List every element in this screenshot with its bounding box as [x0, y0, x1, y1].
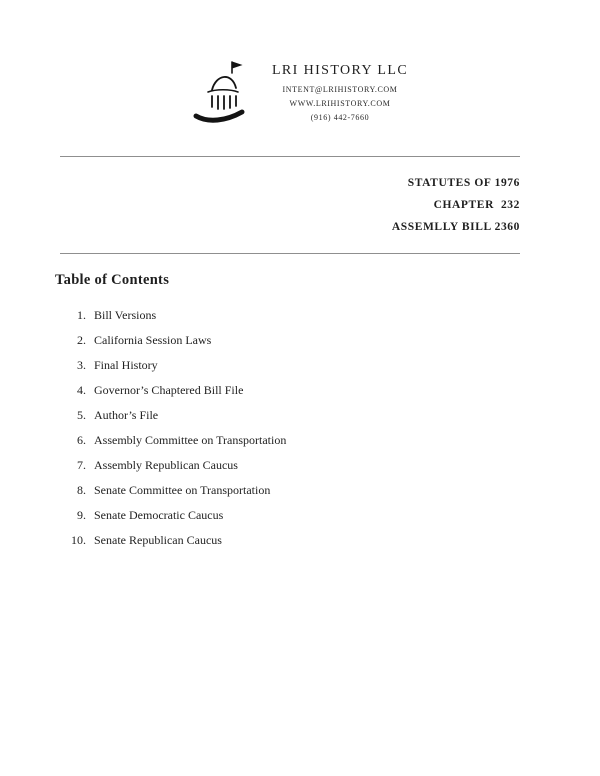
- toc-item: [55, 359, 600, 371]
- toc-item: [55, 309, 600, 321]
- toc-item-number: 7.: [77, 457, 86, 472]
- toc-item-label: California Session Laws: [94, 332, 212, 347]
- divider-top: [60, 156, 520, 157]
- toc-item: [55, 334, 600, 346]
- toc-item-number: 10.: [71, 532, 86, 547]
- divider-bottom: [60, 253, 520, 254]
- toc-title: Table of Contents: [55, 271, 170, 288]
- toc-item: [55, 459, 600, 471]
- toc-item-number: 2.: [77, 332, 86, 347]
- letterhead: [0, 0, 600, 130]
- toc-item-number: 5.: [77, 407, 86, 422]
- contact-website: WWW.LRIHISTORY.COM: [289, 99, 391, 108]
- toc-item-label: Bill Versions: [94, 307, 157, 322]
- citation-chapter: CHAPTER 232: [433, 198, 520, 211]
- citation-bill: ASSEMLLY BILL 2360: [391, 220, 520, 233]
- company-name: LRI HISTORY LLC: [271, 63, 409, 78]
- toc-item-label: Assembly Committee on Transportation: [94, 432, 287, 447]
- citation-statutes: STATUTES OF 1976: [407, 177, 520, 189]
- toc-item-label: Senate Republican Caucus: [94, 532, 222, 547]
- toc-item-number: 3.: [77, 357, 86, 372]
- toc-item: [55, 534, 600, 546]
- toc-item-label: Final History: [94, 357, 158, 372]
- toc-item-number: 6.: [77, 432, 86, 447]
- toc-item-label: Governor’s Chaptered Bill File: [94, 382, 244, 397]
- toc-item: [55, 509, 600, 521]
- toc-item-number: 8.: [77, 482, 86, 497]
- toc-item: [55, 434, 600, 446]
- toc-item-number: 9.: [77, 507, 86, 522]
- toc-item-label: Author’s File: [94, 407, 159, 422]
- toc-item-label: Assembly Republican Caucus: [94, 457, 238, 472]
- citation-block: [0, 173, 600, 239]
- contact-email: INTENT@LRIHISTORY.COM: [282, 85, 398, 94]
- toc-item-label: Senate Committee on Transportation: [94, 482, 271, 497]
- toc-list: [55, 309, 600, 546]
- capitol-dome-sketch-icon: [192, 58, 250, 130]
- toc-item: [55, 384, 600, 396]
- toc-item: [55, 484, 600, 496]
- contact-block: [272, 63, 408, 125]
- toc-item: [55, 409, 600, 421]
- contact-phone: (916) 442-7660: [310, 113, 370, 122]
- toc-item-number: 4.: [77, 382, 86, 397]
- toc-item-label: Senate Democratic Caucus: [94, 507, 224, 522]
- toc-item-number: 1.: [77, 307, 86, 322]
